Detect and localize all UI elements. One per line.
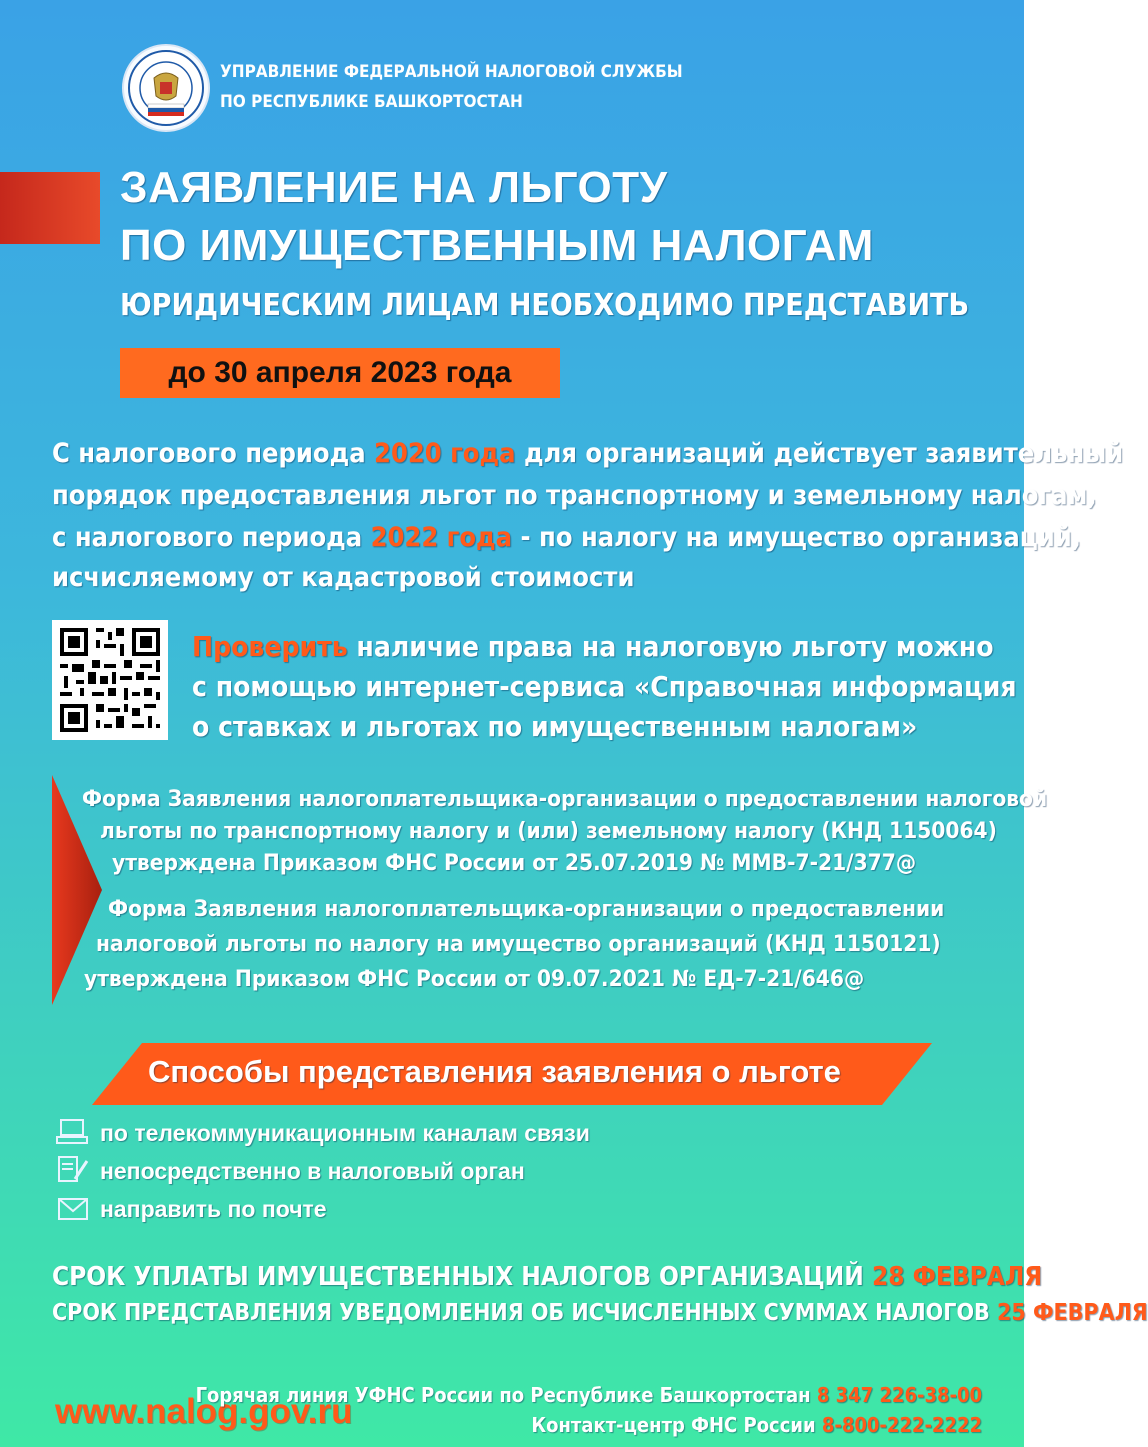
intro-text: С налогового периода <box>52 438 375 469</box>
hotline <box>196 1383 982 1407</box>
methods-title: Способы представления заявления о льготе <box>148 1054 841 1089</box>
hotline-label: Горячая линия УФНС России по Республике Башкортостан <box>195 1383 817 1407</box>
contact-center <box>531 1413 982 1437</box>
intro-text: с налогового периода <box>52 522 371 553</box>
contact-label: Контакт-центр ФНС России <box>531 1413 822 1437</box>
intro-line-2: порядок предоставления льгот по транспортному и земельному налогам, <box>52 480 1097 511</box>
computer-icon <box>57 1118 89 1146</box>
website-link[interactable]: www.nalog.gov.ru <box>55 1392 353 1431</box>
form1-line-3: утверждена Приказом ФНС России от 25.07.2019 № ММВ-7-21/377@ <box>112 850 917 876</box>
intro-line-4: исчисляемому от кадастровой стоимости <box>52 562 635 593</box>
check-line-2: с помощью интернет-сервиса «Справочная информация <box>192 670 1017 703</box>
deadline-date: 25 ФЕВРАЛЯ <box>997 1300 1148 1326</box>
deadline-date: 28 ФЕВРАЛЯ <box>871 1262 1043 1292</box>
check-line-3: о ставках и льготах по имущественным налогам» <box>192 710 918 743</box>
deadline-badge: до 30 апреля 2023 года <box>120 348 560 398</box>
org-name-line-2: ПО РЕСПУБЛИКЕ БАШКОРТОСТАН <box>220 92 523 112</box>
method-item-3: направить по почте <box>100 1196 327 1222</box>
deadline-text: СРОК ПРЕДСТАВЛЕНИЯ УВЕДОМЛЕНИЯ ОБ ИСЧИСЛЕННЫХ СУММАХ НАЛОГОВ <box>52 1300 998 1326</box>
method-item-2: непосредственно в налоговый орган <box>100 1158 525 1184</box>
title-accent-bar <box>0 172 100 244</box>
form2-line-3: утверждена Приказом ФНС России от 09.07.2021 № ЕД-7-21/646@ <box>84 966 865 992</box>
form2-line-1: Форма Заявления налогоплательщика-организации о предоставлении <box>108 896 945 922</box>
check-text: наличие права на налоговую льготу можно <box>347 630 994 663</box>
form1-line-2: льготы по транспортному налогу и (или) земельному налогу (КНД 1150064) <box>100 818 997 844</box>
deadline-payment <box>52 1262 1042 1292</box>
check-link[interactable]: Проверить <box>192 630 348 663</box>
hotline-phone[interactable]: 8 347 226-38-00 <box>816 1383 982 1407</box>
qr-code-icon[interactable] <box>52 620 168 740</box>
form1-line-1: Форма Заявления налогоплательщика-организации о предоставлении налоговой <box>82 786 1048 812</box>
fns-emblem-icon <box>122 44 210 132</box>
deadline-text: СРОК УПЛАТЫ ИМУЩЕСТВЕННЫХ НАЛОГОВ ОРГАНИЗАЦИЙ <box>52 1262 872 1292</box>
form2-line-2: налоговой льготы по налогу на имущество организаций (КНД 1150121) <box>96 931 941 957</box>
org-name-line-1: УПРАВЛЕНИЕ ФЕДЕРАЛЬНОЙ НАЛОГОВОЙ СЛУЖБЫ <box>220 62 683 82</box>
title-line-1: ЗАЯВЛЕНИЕ НА ЛЬГОТУ <box>120 163 668 212</box>
intro-text: для организаций действует заявительный <box>515 438 1124 469</box>
envelope-icon <box>57 1193 89 1221</box>
title-line-2: ПО ИМУЩЕСТВЕННЫМ НАЛОГАМ <box>120 221 874 270</box>
intro-line-3 <box>52 524 1081 551</box>
intro-line-1 <box>52 440 1123 467</box>
intro-text: - по налогу на имущество организаций, <box>512 522 1082 553</box>
deadline-notification <box>52 1300 1148 1326</box>
subtitle: ЮРИДИЧЕСКИМ ЛИЦАМ НЕОБХОДИМО ПРЕДСТАВИТЬ <box>120 288 970 323</box>
contact-phone[interactable]: 8-800-222-2222 <box>821 1413 982 1437</box>
method-item-1: по телекоммуникационным каналам связи <box>100 1120 590 1146</box>
document-pen-icon <box>57 1155 89 1183</box>
intro-year-2020: 2020 года <box>374 438 516 469</box>
intro-year-2022: 2022 года <box>370 522 513 553</box>
check-line-1 <box>192 630 994 663</box>
